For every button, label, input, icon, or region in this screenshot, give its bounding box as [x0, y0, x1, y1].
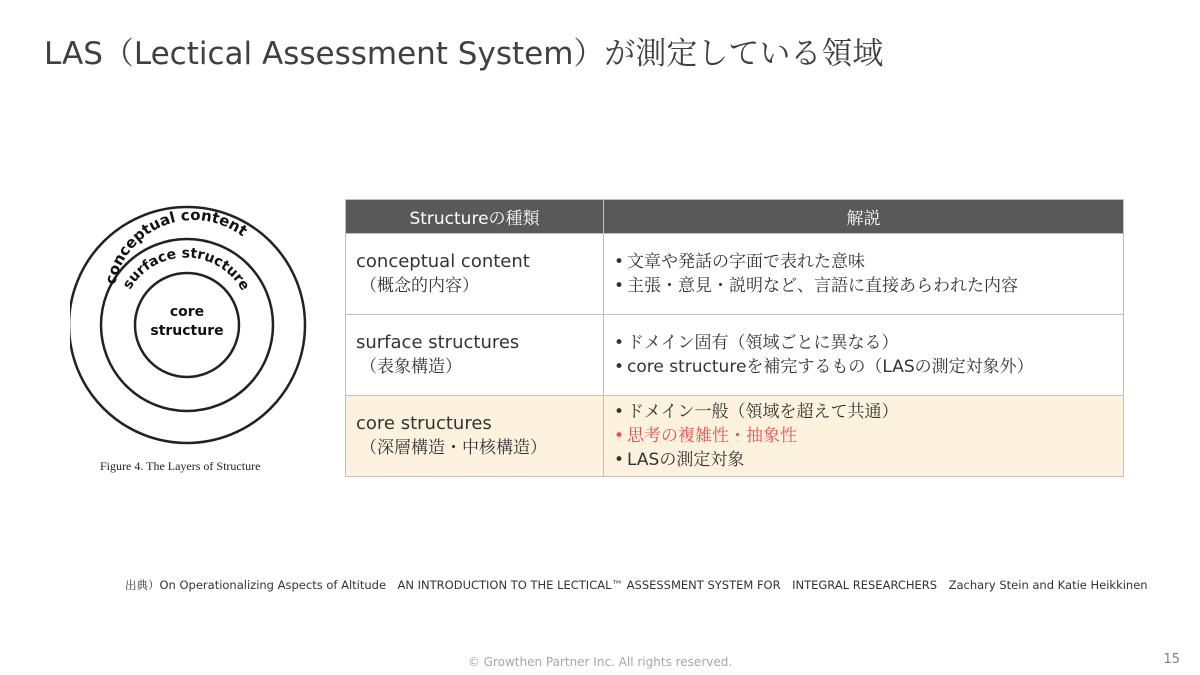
outer-ring-label: conceptual content	[101, 205, 251, 286]
header-structure-type: Structureの種類	[346, 200, 604, 234]
explanation-cell	[604, 315, 1124, 396]
explanation-cell	[604, 396, 1124, 477]
source-citation: 出典）On Operationalizing Aspects of Altitude AN INTRODUCTION TO THE LECTICAL™ ASSESSMENT SYSTEM FOR INTEGRAL RESEARCHERS Zachary Stein and Katie Heikkinen	[125, 578, 1148, 592]
term-en: conceptual content	[356, 251, 530, 272]
copyright-footer: © Growthen Partner Inc. All rights reserved.	[467, 655, 733, 669]
bullet-item: • 主張・意見・説明など、言語に直接あらわれた内容	[614, 274, 1113, 298]
table-header-row	[346, 200, 1124, 234]
term-ja: （表象構造）	[360, 357, 462, 377]
term-ja: （深層構造・中核構造）	[360, 438, 547, 458]
bullet-item: • core structureを補完するもの（LASの測定対象外）	[614, 355, 1113, 379]
term-en: surface structures	[356, 332, 520, 353]
structure-table	[345, 199, 1124, 477]
bullet-item: • LASの測定対象	[614, 448, 1113, 472]
layers-of-structure-figure	[70, 190, 320, 490]
term-en: core structures	[356, 413, 492, 434]
table-row-highlighted	[346, 396, 1124, 477]
explanation-cell	[604, 234, 1124, 315]
bullet-item: • ドメイン一般（領域を超えて共通）	[614, 400, 1113, 424]
core-label-line1: core	[169, 304, 205, 320]
table-row	[346, 234, 1124, 315]
bullet-item: • 文章や発話の字面で表れた意味	[614, 250, 1113, 274]
structure-type-cell	[346, 315, 604, 396]
figure-caption: Figure 4. The Layers of Structure	[100, 459, 261, 473]
structure-type-cell	[346, 234, 604, 315]
bullet-item: • ドメイン固有（領域ごとに異なる）	[614, 331, 1113, 355]
slide-title: LAS（Lectical Assessment System）が測定している領域	[44, 36, 884, 72]
page-number: 15	[1163, 652, 1180, 667]
structure-type-cell	[346, 396, 604, 477]
concentric-circles-diagram	[70, 190, 320, 460]
middle-ring-label: surface structure	[119, 245, 253, 294]
core-label-line2: structure	[150, 323, 224, 339]
term-ja: （概念的内容）	[360, 276, 479, 296]
table-row	[346, 315, 1124, 396]
header-explanation: 解説	[604, 200, 1124, 234]
bullet-item-emphasis: • 思考の複雑性・抽象性	[614, 424, 1113, 448]
